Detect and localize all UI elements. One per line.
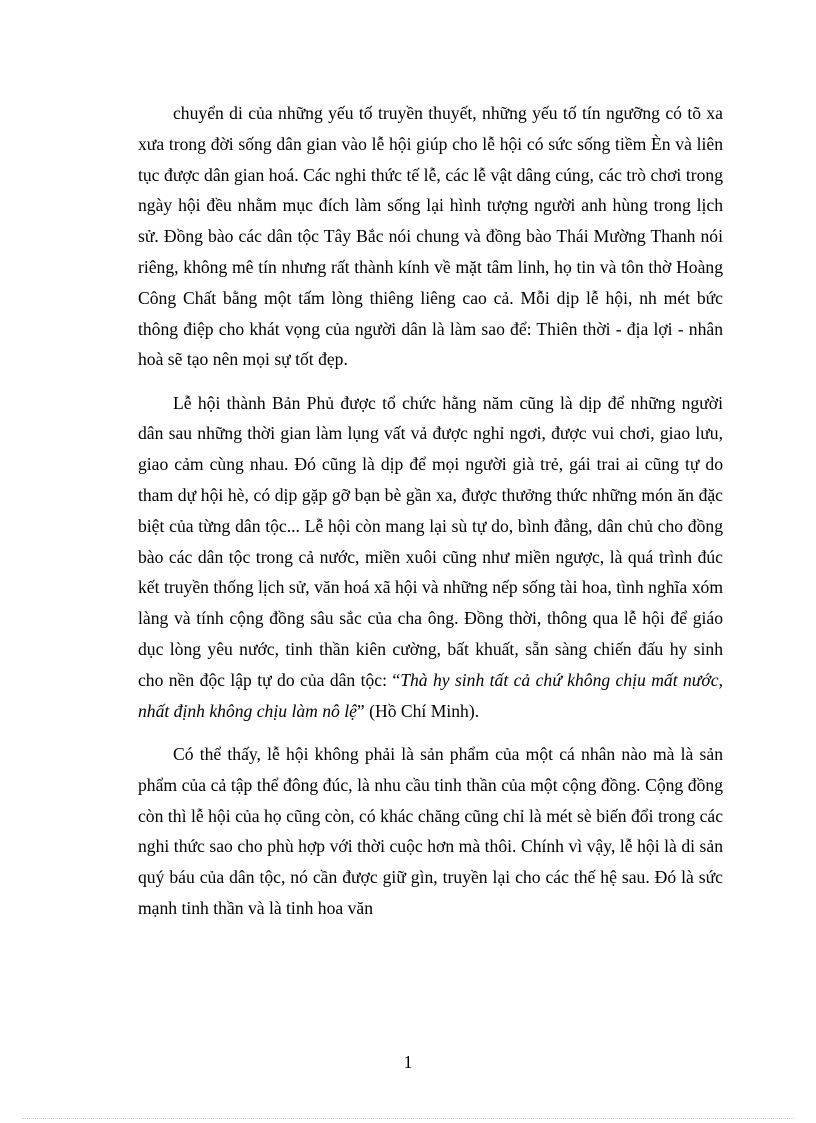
body-text [138,98,723,936]
paragraph-1 [138,98,723,375]
quote-attribution: ” (Hồ Chí Minh). [356,700,480,721]
page-number: 1 [403,1052,413,1072]
paragraph-3-text: Có thể thấy, lễ hội không phải là sản phẩm của một cá nhân nào mà là sản phẩm của cả tập thể đông đúc, là nhu cầu tinh thần của một cộng đồng. Cộng đồng còn thì lễ hội của họ cũng còn, có khác chăng cũng chỉ là mét sè biến đổi trong các nghi thức sao cho phù hợp với thời cuộc hơn mà thôi. Chính vì vậy, lễ hội là di sản quý báu của dân tộc, nó cần được giữ gìn, truyền lại cho các thế hệ sau. Đó là sức mạnh tinh thần và là tinh hoa văn [138,743,723,918]
page-bottom-border [22,1118,794,1119]
paragraph-1-text: chuyển di của những yếu tố truyền thuyết, những yếu tố tín ngưỡng có tõ xa xưa trong đời sống dân gian vào lễ hội giúp cho lễ hội có sức sống tiềm Èn và liên tục được dân gian hoá. Các nghi thức tế lễ, các lễ vật dâng cúng, các trò chơi trong ngày hội đều nhằm mục đích làm sống lại hình tượng người anh hùng trong lịch sử. Đồng bào các dân tộc Tây Bắc nói chung và đồng bào Thái Mường Thanh nói riêng, không mê tín nhưng rất thành kính về mặt tâm linh, họ tin và tôn thờ Hoàng Công Chất bằng một tấm lòng thiêng liêng cao cả. Mỗi dịp lễ hội, nh mét bức thông điệp cho khát vọng của người dân là làm sao để: Thiên thời - địa lợi - nhân hoà sẽ tạo nên mọi sự tốt đẹp. [138,103,723,370]
ho-chi-minh-quote: Thà hy sinh tất cả chứ không chịu mất nước, nhất định không chịu làm nô lệ [138,669,723,721]
paragraph-2-text: Lễ hội thành Bản Phủ được tổ chức hằng năm cũng là dịp để những người dân sau những thời gian làm lụng vất vả được nghỉ ngơi, được vui chơi, giao lưu, giao cảm cùng nhau. Đó cũng là dịp để mọi người già trẻ, gái trai ai cũng tự do tham dự hội hè, có dịp gặp gỡ bạn bè gần xa, được thưởng thức những món ăn đặc biệt của từng dân tộc... Lễ hội còn mang lại sù tự do, bình đẳng, dân chủ cho đồng bào các dân tộc trong cả nước, miền xuôi cũng như miền ngược, là quá trình đúc kết truyền thống lịch sử, văn hoá xã hội và những nếp sống tài hoa, tình nghĩa xóm làng và tính cộng đồng sâu sắc của cha ông. Đồng thời, thông qua lễ hội để giáo dục lòng yêu nước, tinh thần kiên cường, bất khuất, sẵn sàng chiến đấu hy sinh cho nền độc lập tự do của dân tộc: “ [138,392,723,690]
paragraph-3 [138,739,723,924]
paragraph-2 [138,388,723,727]
